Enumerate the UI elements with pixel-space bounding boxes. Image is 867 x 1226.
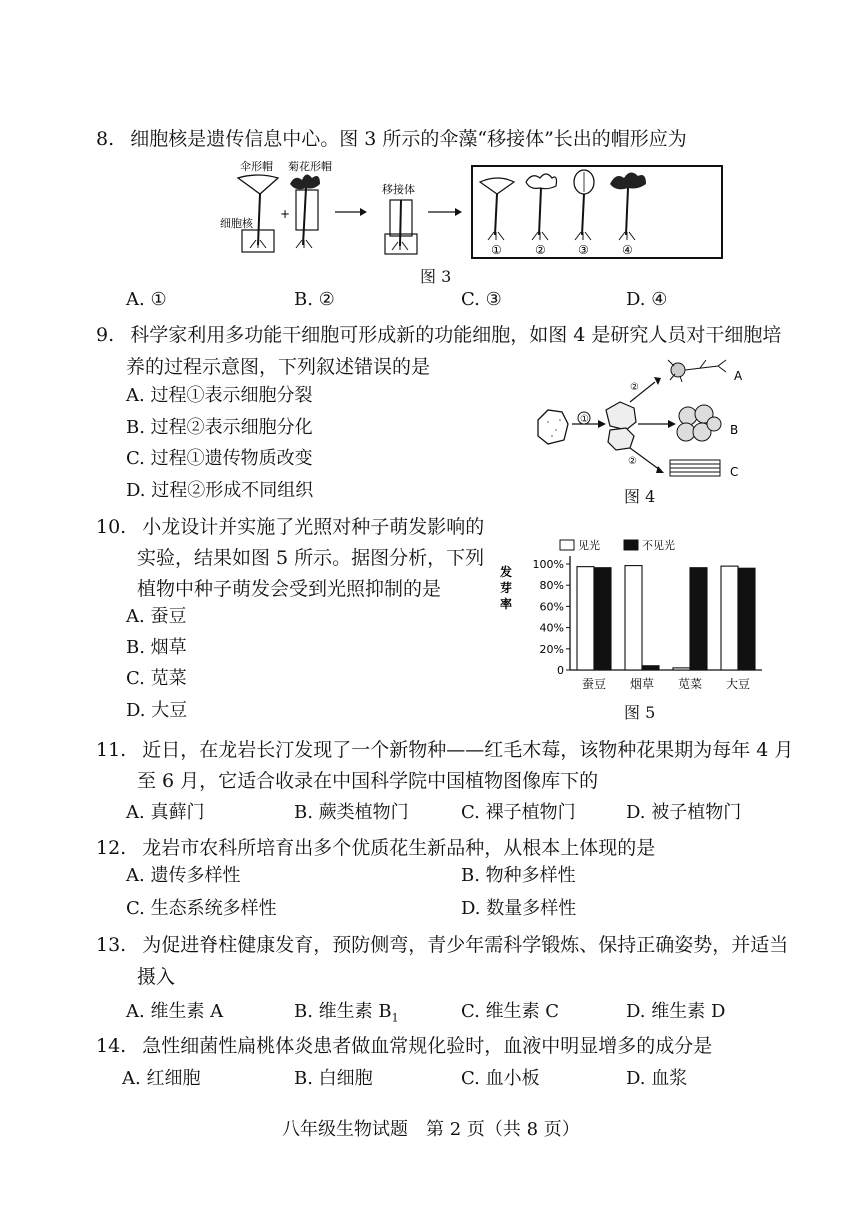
figure-5-bar-chart <box>490 534 770 704</box>
figure-3-diagram <box>210 160 730 260</box>
bar-light-3 <box>673 668 690 670</box>
y-axis-label: 发芽率 <box>500 565 513 611</box>
cell-cluster-icon <box>677 405 721 441</box>
question-stem: 细胞核是遗传信息中心。图 3 所示的伞藻“移接体”长出的帽形应为 <box>130 128 687 150</box>
question-stem-line3: 植物中种子萌发会受到光照抑制的是 <box>137 578 442 600</box>
process-2b-label: ② <box>628 456 637 467</box>
q9-option-a[interactable]: A. 过程①表示细胞分裂 <box>126 385 313 406</box>
figure-3-caption: 图 3 <box>420 267 452 286</box>
chrysanthemum-cap-label: 菊花形帽 <box>288 160 332 173</box>
q14-option-d[interactable]: D. 血浆 <box>626 1068 688 1089</box>
result-2-label: ② <box>535 243 546 257</box>
y-tick-label: 100% <box>532 558 564 571</box>
q13-option-b-text: B. 维生素 B <box>294 1001 392 1022</box>
q13-option-c[interactable]: C. 维生素 C <box>461 1001 560 1022</box>
question-number: 9. <box>96 324 115 346</box>
question-stem-line1: 近日，在龙岩长汀发现了一个新物种——红毛木莓，该物种花果期为每年 4 月 <box>142 739 794 761</box>
x-tick-label: 苋菜 <box>677 677 703 691</box>
question-number: 14. <box>96 1035 127 1057</box>
question-13 <box>96 930 788 960</box>
q14-option-b[interactable]: B. 白细胞 <box>294 1068 373 1089</box>
question-9 <box>96 320 781 350</box>
q13-option-b-subscript: 1 <box>391 1011 399 1025</box>
chart-legend <box>560 538 675 552</box>
q11-option-a[interactable]: A. 真藓门 <box>126 802 205 823</box>
umbrella-cap-label: 伞形帽 <box>240 160 273 173</box>
q8-option-b[interactable]: B. ② <box>294 289 335 310</box>
legend-swatch <box>560 540 574 550</box>
result-2-chrysanthemum-icon <box>526 174 557 240</box>
q11-option-b[interactable]: B. 蕨类植物门 <box>294 802 409 823</box>
bar-light-2 <box>625 566 642 670</box>
y-tick-label: 20% <box>539 642 564 656</box>
x-tick-label: 蚕豆 <box>581 677 607 691</box>
question-stem-line2: 实验，结果如图 5 所示。据图分析，下列 <box>137 547 485 569</box>
process-1-label: ① <box>580 414 589 425</box>
question-14 <box>96 1031 712 1061</box>
arrow-icon <box>428 208 462 216</box>
y-tick-label: 80% <box>539 579 564 593</box>
q9-option-c[interactable]: C. 过程①遗传物质改变 <box>126 448 313 469</box>
question-stem: 急性细菌性扁桃体炎患者做血常规化验时，血液中明显增多的成分是 <box>142 1035 713 1057</box>
result-3-label: ③ <box>578 243 589 257</box>
bar-dark-1 <box>594 568 611 670</box>
q8-option-a[interactable]: A. ① <box>126 289 167 310</box>
question-number: 8. <box>96 128 115 150</box>
svg-text:+: + <box>280 207 291 221</box>
process-2a-label: ② <box>630 382 639 393</box>
q9-option-b[interactable]: B. 过程②表示细胞分化 <box>126 417 313 438</box>
question-12 <box>96 833 655 863</box>
question-11 <box>96 735 793 765</box>
x-tick-label: 烟草 <box>629 677 655 691</box>
fig4-label-c: C <box>730 465 739 479</box>
q14-option-a[interactable]: A. 红细胞 <box>122 1068 201 1089</box>
graft-alga-icon <box>385 200 417 254</box>
result-1-umbrella-icon <box>480 178 514 240</box>
q12-option-c[interactable]: C. 生态系统多样性 <box>126 898 277 919</box>
q12-option-a[interactable]: A. 遗传多样性 <box>126 865 241 886</box>
q14-option-c[interactable]: C. 血小板 <box>461 1068 540 1089</box>
result-4-label: ④ <box>622 243 633 257</box>
muscle-fiber-icon <box>670 460 720 476</box>
fig4-label-b: B <box>730 423 739 437</box>
q13-option-b[interactable] <box>294 997 399 1034</box>
question-stem-line2: 养的过程示意图，下列叙述错误的是 <box>126 356 431 378</box>
y-tick-label: 40% <box>539 621 564 635</box>
q10-option-a[interactable]: A. 蚕豆 <box>126 606 187 627</box>
nerve-cell-icon <box>668 360 726 382</box>
bar-dark-4 <box>738 568 755 670</box>
stem-cell-icon <box>538 410 568 444</box>
bar-light-4 <box>721 566 738 670</box>
chrysanthemum-alga-icon <box>290 174 320 248</box>
bar-dark-2 <box>642 666 659 670</box>
chart-bars <box>577 566 755 691</box>
legend-label: 不见光 <box>642 539 675 552</box>
q10-option-c[interactable]: C. 苋菜 <box>126 668 187 689</box>
bar-light-1 <box>577 567 594 670</box>
arrow-icon <box>335 208 367 216</box>
divided-cells-icon <box>606 402 636 450</box>
page-footer: 八年级生物试题 第 2 页（共 8 页） <box>282 1119 580 1140</box>
graft-label: 移接体 <box>382 183 415 196</box>
q10-option-b[interactable]: B. 烟草 <box>126 637 187 658</box>
question-10 <box>96 512 484 542</box>
legend-swatch <box>624 540 638 550</box>
question-stem-line2: 至 6 月，它适合收录在中国科学院中国植物图像库下的 <box>137 770 599 792</box>
q10-option-d[interactable]: D. 大豆 <box>126 700 188 721</box>
bar-dark-3 <box>690 568 707 670</box>
question-stem-line1: 小龙设计并实施了光照对种子萌发影响的 <box>142 516 485 538</box>
result-4-chrysanthemum-icon <box>610 172 646 240</box>
question-stem-line1: 科学家利用多功能干细胞可形成新的功能细胞，如图 4 是研究人员对干细胞培 <box>130 324 782 346</box>
figure-5-caption: 图 5 <box>624 703 656 722</box>
result-3-oval-cap-icon <box>574 170 594 240</box>
question-stem-line1: 为促进脊柱健康发育，预防侧弯，青少年需科学锻炼、保持正确姿势，并适当 <box>142 934 789 956</box>
umbrella-alga-icon <box>238 175 278 252</box>
q11-option-d[interactable]: D. 被子植物门 <box>626 802 742 823</box>
question-8 <box>96 124 687 154</box>
q12-option-b[interactable]: B. 物种多样性 <box>461 865 576 886</box>
y-tick-label: 0 <box>557 664 564 677</box>
q9-option-d[interactable]: D. 过程②形成不同组织 <box>126 480 314 501</box>
question-number: 11. <box>96 739 127 761</box>
q12-option-d[interactable]: D. 数量多样性 <box>461 898 577 919</box>
chart-ylabel <box>499 564 512 611</box>
question-number: 13. <box>96 934 127 956</box>
y-tick-label: 60% <box>539 600 564 614</box>
figure-4-diagram <box>530 352 760 492</box>
q11-option-c[interactable]: C. 裸子植物门 <box>461 802 576 823</box>
legend-label: 见光 <box>578 539 600 552</box>
figure-4-caption: 图 4 <box>624 487 656 506</box>
x-tick-label: 大豆 <box>725 677 751 691</box>
question-stem-line2: 摄入 <box>137 966 176 988</box>
nucleus-label: 细胞核 <box>220 217 253 230</box>
fig4-label-a: A <box>734 369 743 383</box>
question-number: 10. <box>96 516 127 538</box>
q8-option-d[interactable]: D. ④ <box>626 289 668 310</box>
question-stem: 龙岩市农科所培育出多个优质花生新品种，从根本上体现的是 <box>142 837 656 859</box>
q8-option-c[interactable]: C. ③ <box>461 289 502 310</box>
q13-option-a[interactable]: A. 维生素 A <box>126 1001 224 1022</box>
result-1-label: ① <box>491 243 502 257</box>
q13-option-d[interactable]: D. 维生素 D <box>626 1001 726 1022</box>
question-number: 12. <box>96 837 127 859</box>
